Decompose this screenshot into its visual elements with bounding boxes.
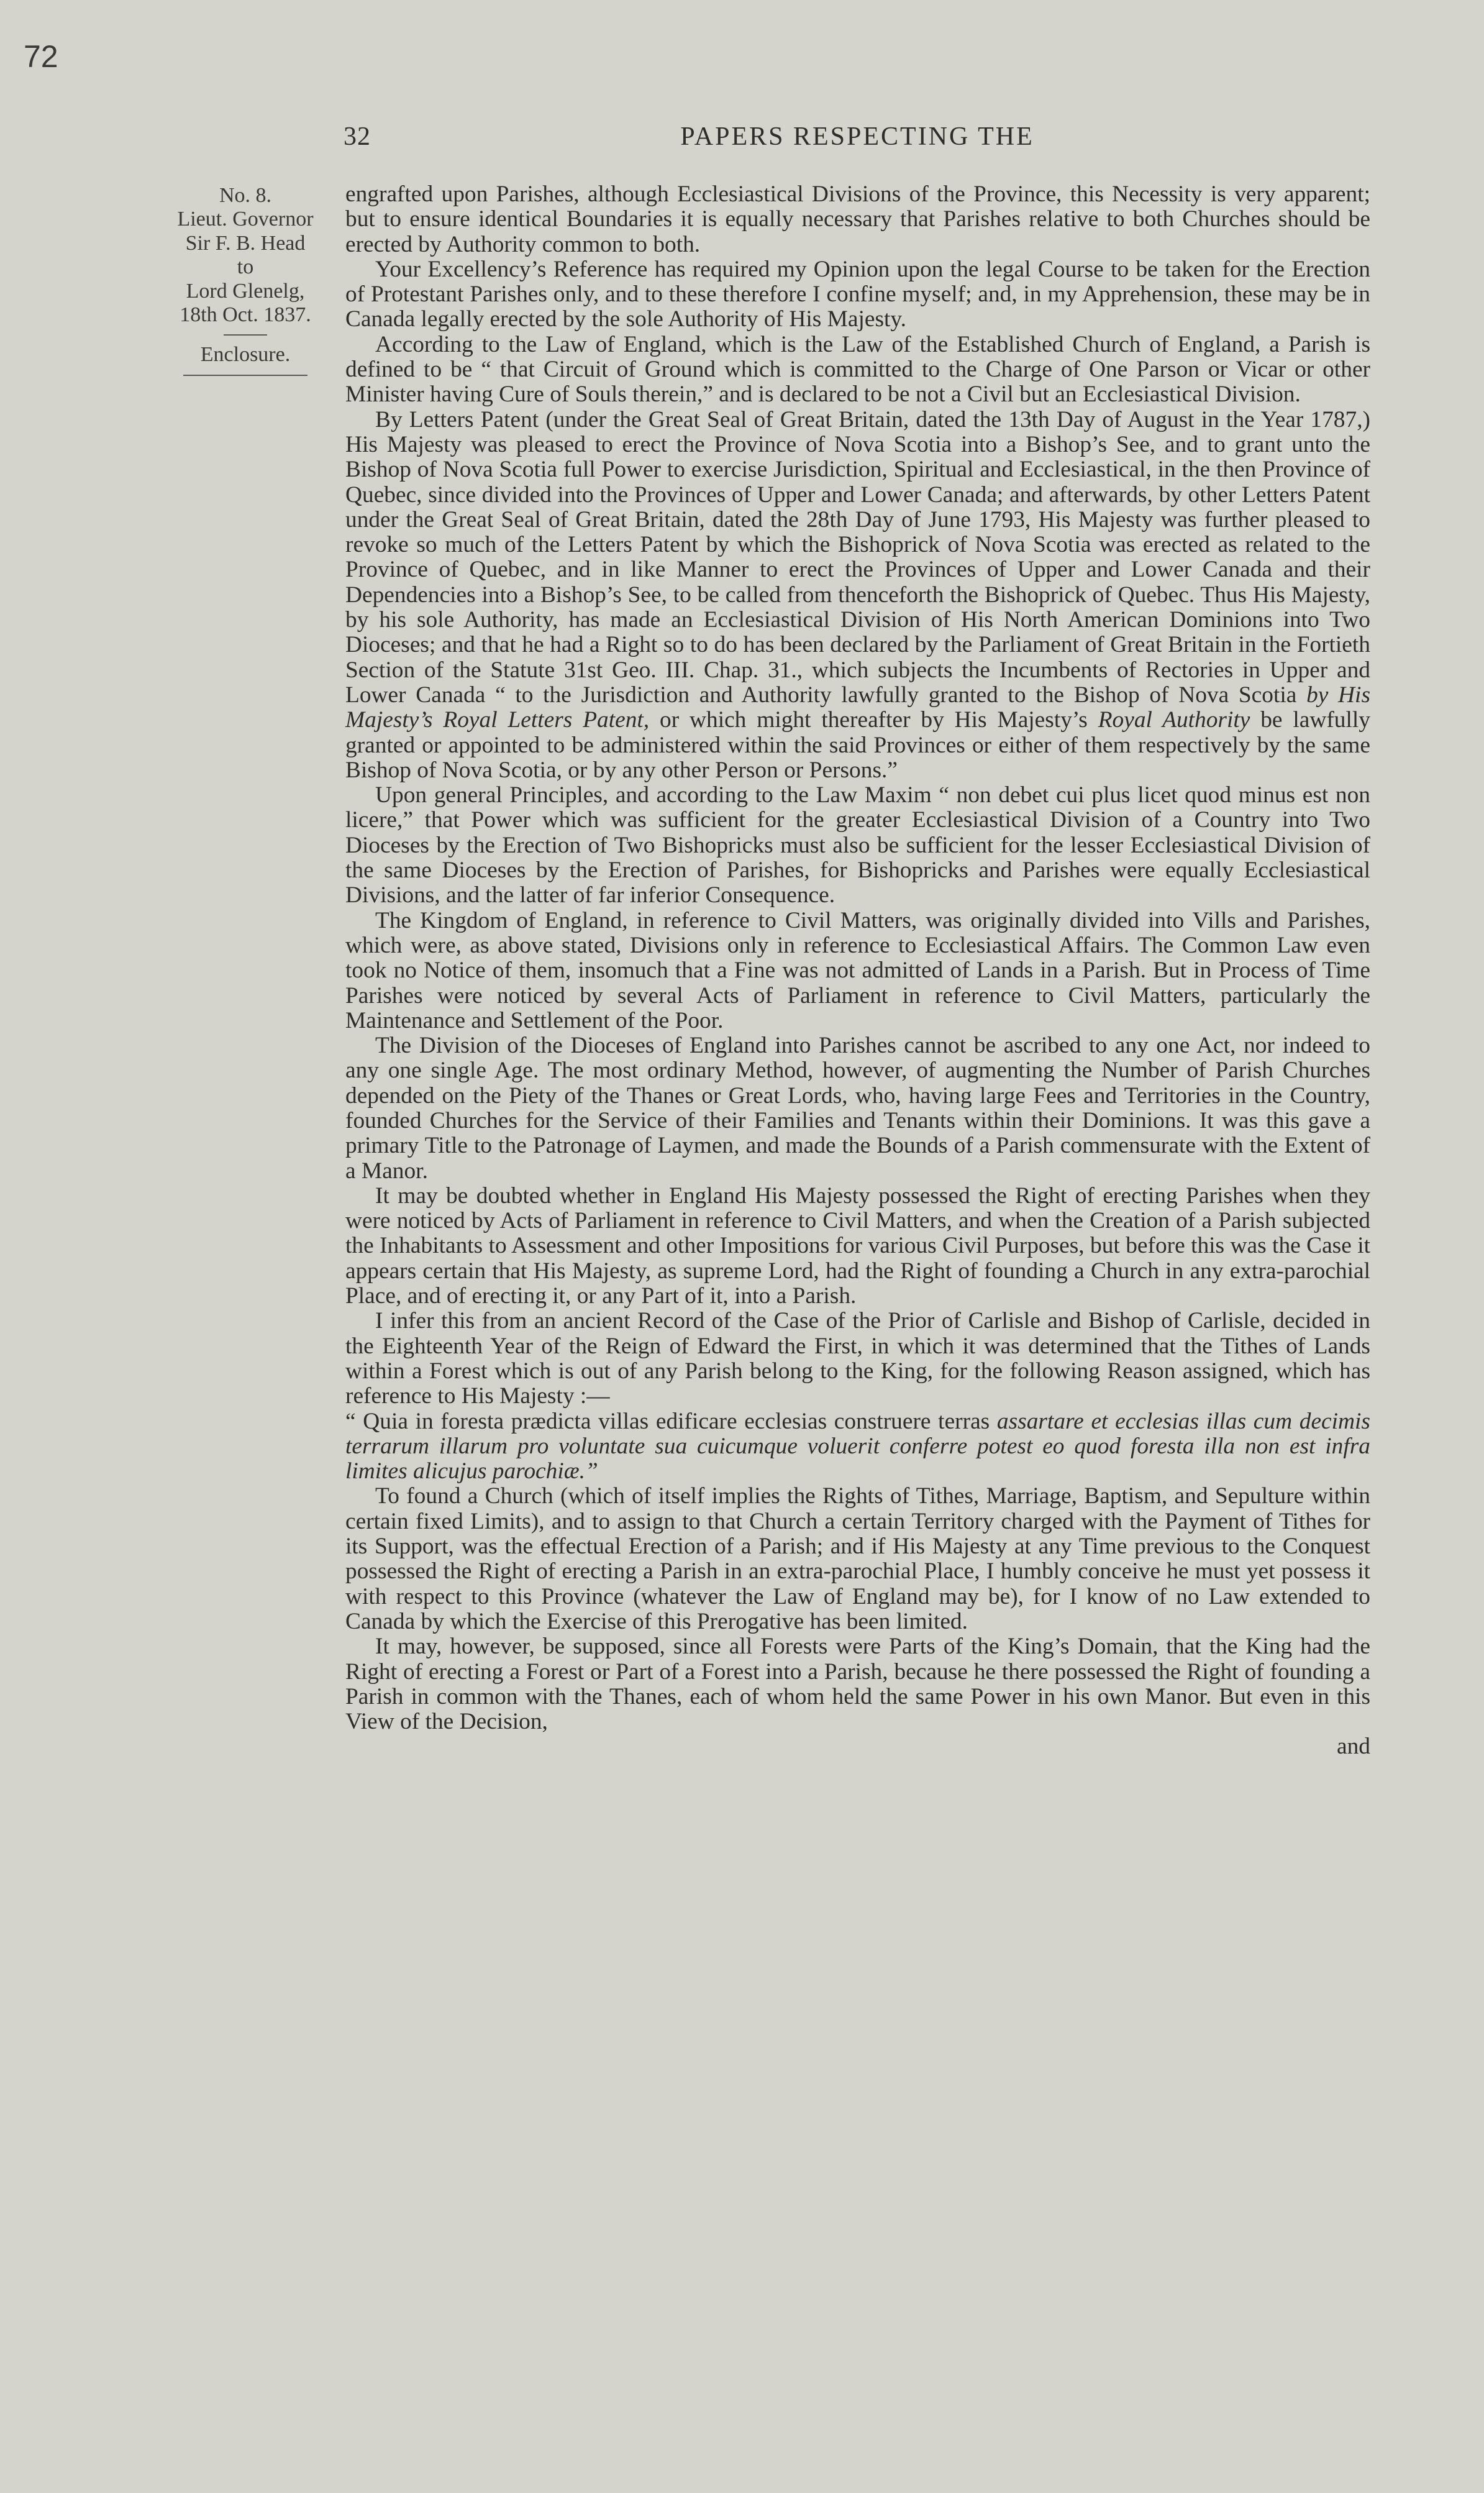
outer-page-number: 72 [24,39,58,74]
paragraph: It may, however, be supposed, since all Forests were Parts of the King’s Domain, that the King had the Right of erecting a Forest or Part of a Forest into a Parish, because he there possessed the Right of founding a Parish in common with the Thanes, each of whom held the same Power in his own Manor. But even in this View of the Decision, [345,1634,1370,1735]
body-text [345,182,1370,1760]
margin-note-line: Lieut. Governor [177,208,314,231]
paragraph-text: By Letters Patent (under the Great Seal of Great Britain, dated the 13th Day of August in the Year 1787,) His Majesty was pleased to erect the Province of Nova Scotia into a Bishop’s See, and to grant unto the Bishop of Nova Scotia full Power to exercise Jurisdiction, Spiritual and Ecclesiastical, in the then Province of Quebec, since divided into the Provinces of Upper and Lower Canada; and afterwards, by other Letters Patent under the Great Seal of Great Britain, dated the 28th Day of June 1793, His Majesty was further pleased to revoke so much of the Letters Patent by which the Bishoprick of Nova Scotia was erected as related to the Province of Quebec, and in like Manner to erect the Provinces of Upper and Lower Canada and their Dependencies into a Bishop’s See, to be called from thenceforth the Bishoprick of Quebec. Thus His Majesty, by his sole Authority, has made an Ecclesiastical Division of His North American Dominions into Two Dioceses; and that he had a Right so to do has been declared by the Parliament of Great Britain in the Fortieth Section of the Statute 31st Geo. III. Chap. 31., which subjects the Incumbents of Rectories in Upper and Lower Canada “ to the Jurisdiction and Authority lawfully granted to the Bishop of Nova Scotia [345,406,1370,708]
italic-text: Royal Authority [1098,707,1250,733]
italic-text: by His Majesty’s Royal Letters Patent, [345,682,1370,733]
paragraph: I infer this from an ancient Record of the Case of the Prior of Carlisle and Bishop of Carlisle, decided in the Eighteenth Year of the Reign of Edward the First, in which it was determined that the Tithes of Lands within a Forest which is out of any Parish belong to the King, for the following Reason assigned, which has reference to His Majesty :— [345,1308,1370,1409]
printed-page-number: 32 [344,122,371,151]
catchword: and [1337,1734,1370,1760]
paragraph: To found a Church (which of itself implies the Rights of Tithes, Marriage, Baptism, and Sepulture within certain fixed Limits), and to assign to that Church a certain Territory charged with the Payment of Tithes for its Support, was the effectual Erection of a Parish; and if His Majesty at any Time previous to the Conquest possessed the Right of erecting a Parish in an extra-parochial Place, I humbly conceive he must yet possess it with respect to this Province (whatever the Law of England may be), for I know of no Law extended to Canada by which the Exercise of this Prerogative has been limited. [345,1483,1370,1634]
paragraph [345,1409,1370,1484]
paragraph: engrafted upon Parishes, although Ecclesiastical Divisions of the Province, this Necessity is very apparent; but to ensure identical Boundaries it is equally necessary that Parishes relative to both Churches should be erected by Authority common to both. [345,181,1370,257]
paragraph-text: or which might thereafter by His Majesty’s [660,707,1088,733]
margin-note [158,184,332,376]
margin-rule [224,334,267,336]
margin-note-line: Sir F. B. Head [185,231,306,255]
margin-note-enclosure: Enclosure. [200,343,291,367]
paragraph: It may be doubted whether in England His Majesty possessed the Right of erecting Parishes when they were noticed by Acts of Parliament in reference to Civil Matters, and when the Creation of a Parish subjected the Inhabitants to Assessment and other Impositions for various Civil Purposes, but before this was the Case it appears certain that His Majesty, as supreme Lord, had the Right of founding a Church in any extra-parochial Place, and of erecting it, or any Part of it, into a Parish. [345,1182,1370,1309]
margin-note-line: to [237,255,254,279]
paragraph: According to the Law of England, which is the Law of the Established Church of England, a Parish is defined to be “ that Circuit of Ground which is committed to the Charge of One Parson or Vicar or other Minister having Cure of Souls therein,” and is declared to be not a Civil but an Ecclesiastical Division. [345,331,1370,408]
running-title: PAPERS RESPECTING THE [680,122,1034,151]
margin-rule [183,375,307,376]
paragraph: The Division of the Dioceses of England into Parishes cannot be ascribed to any one Act, nor indeed to any one single Age. The most ordinary Method, however, of augmenting the Number of Parish Churches depended on the Piety of the Thanes or Great Lords, who, having large Fees and Territories in the Country, founded Churches for the Service of their Families and Tenants within their Dominions. It was this gave a primary Title to the Patronage of Laymen, and made the Bounds of a Parish commensurate with the Extent of a Manor. [345,1033,1370,1184]
latin-quote-italic: assartare et ecclesias illas cum decimis terrarum illarum pro voluntate sua cuicumque voluerit conferre potest eo quod foresta illa non est infra limites alicujus parochiæ.” [345,1408,1370,1484]
paragraph-text: be lawfully granted or appointed to be administered within the said Provinces or either of them respectively by the same Bishop of Nova Scotia, or by any other Person or Persons.” [345,707,1370,783]
paragraph: Your Excellency’s Reference has required my Opinion upon the legal Course to be taken for the Erection of Protestant Parishes only, and to these therefore I confine myself; and, in my Apprehension, these may be in Canada legally erected by the sole Authority of His Majesty. [345,256,1370,332]
paragraph [345,408,1370,783]
margin-note-line: No. 8. [219,184,272,207]
paragraph: Upon general Principles, and according to the Law Maxim “ non debet cui plus licet quod minus est non licere,” that Power which was sufficient for the greater Ecclesiastical Division of a Country into Two Dioceses by the Erection of Two Bishopricks must also be sufficient for the lesser Ecclesiastical Division of the same Dioceses by the Erection of Parishes, for Bishopricks and Parishes were equally Ecclesiastical Divisions, and the latter of far inferior Consequence. [345,782,1370,908]
margin-note-line: 18th Oct. 1837. [180,303,311,327]
paragraph: The Kingdom of England, in reference to Civil Matters, was originally divided into Vills and Parishes, which were, as above stated, Divisions only in reference to Ecclesiastical Affairs. The Common Law even took no Notice of them, insomuch that a Fine was not admitted of Lands in a Parish. But in Process of Time Parishes were noticed by several Acts of Parliament in reference to Civil Matters, particularly the Maintenance and Settlement of the Poor. [345,907,1370,1033]
running-head [344,122,1371,159]
latin-quote: “ Quia in foresta prædicta villas edificare ecclesias construere terras [345,1408,990,1434]
margin-note-line: Lord Glenelg, [186,279,305,303]
